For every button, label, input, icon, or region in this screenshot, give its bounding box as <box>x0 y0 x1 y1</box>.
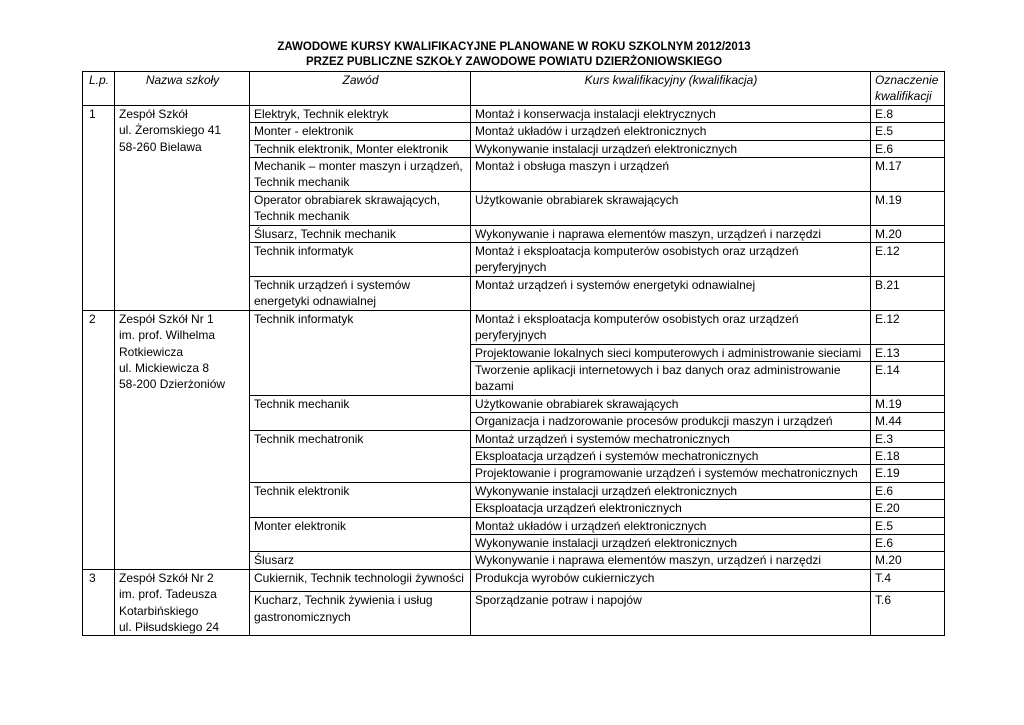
title-line-2: PRZEZ PUBLICZNE SZKOŁY ZAWODOWE POWIATU DZIERŻONIOWSKIEGO <box>305 56 723 68</box>
qualification-code-cell: T.6 <box>871 592 945 636</box>
qualification-code-cell: B.21 <box>871 276 945 310</box>
school-name-line: ul. Mickiewicza 8 <box>119 360 210 375</box>
school-name-line: ul. Żeromskiego 41 <box>119 123 222 138</box>
school-name <box>115 569 250 636</box>
course-cell: Projektowanie i programowanie urządzeń i systemów mechatronicznych <box>471 465 871 482</box>
qualification-code-cell: E.12 <box>871 243 945 277</box>
header-course: Kurs kwalifikacyjny (kwalifikacja) <box>471 72 871 106</box>
profession-cell: Ślusarz <box>250 552 471 569</box>
qualification-code-cell: M.19 <box>871 191 945 225</box>
course-cell: Montaż i obsługa maszyn i urządzeń <box>471 158 871 192</box>
qualification-code-cell: M.20 <box>871 225 945 242</box>
table-row <box>83 310 945 344</box>
profession-cell: Technik informatyk <box>250 243 471 277</box>
course-cell: Wykonywanie i naprawa elementów maszyn, urządzeń i narzędzi <box>471 552 871 569</box>
qualification-code-cell: E.20 <box>871 500 945 517</box>
profession-cell: Kucharz, Technik żywienia i usług gastronomicznych <box>250 592 471 636</box>
qualification-code-cell: M.19 <box>871 395 945 412</box>
course-cell: Wykonywanie instalacji urządzeń elektronicznych <box>471 534 871 551</box>
qualification-code-cell: E.6 <box>871 140 945 157</box>
qualification-code-cell: E.6 <box>871 482 945 499</box>
course-cell: Tworzenie aplikacji internetowych i baz danych oraz administrowanie bazami <box>471 361 871 395</box>
course-cell: Eksploatacja urządzeń i systemów mechatronicznych <box>471 447 871 464</box>
course-cell: Montaż urządzeń i systemów energetyki odnawialnej <box>471 276 871 310</box>
profession-cell: Ślusarz, Technik mechanik <box>250 225 471 242</box>
qualification-code-cell: E.14 <box>871 361 945 395</box>
course-cell: Wykonywanie instalacji urządzeń elektronicznych <box>471 482 871 499</box>
school-name-line: Rotkiewicza <box>119 344 184 359</box>
school-name-line: Zespół Szkół Nr 1 <box>119 311 214 326</box>
qualification-code-cell: E.5 <box>871 517 945 534</box>
header-code: Oznaczenie kwalifikacji <box>871 72 945 106</box>
qualification-code-cell: M.20 <box>871 552 945 569</box>
course-cell: Projektowanie lokalnych sieci komputerowych i administrowanie sieciami <box>471 344 871 361</box>
school-name-line: ul. Piłsudskiego 24 <box>119 620 220 634</box>
title-line-1: ZAWODOWE KURSY KWALIFIKACYJNE PLANOWANE W ROKU SZKOLNYM 2012/2013 <box>277 41 751 53</box>
table-row <box>83 105 945 122</box>
header-lp: L.p. <box>83 72 115 106</box>
profession-cell: Cukiernik, Technik technologii żywności <box>250 569 471 592</box>
course-cell: Wykonywanie instalacji urządzeń elektronicznych <box>471 140 871 157</box>
header-profession: Zawód <box>250 72 471 106</box>
table-row <box>83 569 945 592</box>
profession-cell: Technik mechatronik <box>250 430 471 482</box>
qualification-code-cell: E.13 <box>871 344 945 361</box>
profession-cell: Monter - elektronik <box>250 123 471 140</box>
school-name-line: im. prof. Tadeusza <box>119 587 217 602</box>
school-name-line: 58-200 Dzierżoniów <box>119 377 226 392</box>
profession-cell: Monter elektronik <box>250 517 471 552</box>
header-school: Nazwa szkoły <box>115 72 250 106</box>
qualification-code-cell: E.6 <box>871 534 945 551</box>
profession-cell: Operator obrabiarek skrawających, Technik mechanik <box>250 191 471 225</box>
qualification-code-cell: M.44 <box>871 413 945 430</box>
course-cell: Montaż urządzeń i systemów mechatronicznych <box>471 430 871 447</box>
school-number: 3 <box>83 569 115 636</box>
school-name-line: Zespół Szkół Nr 2 <box>119 570 214 585</box>
table-body <box>83 105 945 636</box>
school-name-line: Zespół Szkół <box>119 106 188 121</box>
qualification-code-cell: E.18 <box>871 447 945 464</box>
qualification-code-cell: E.3 <box>871 430 945 447</box>
qualification-code-cell: T.4 <box>871 569 945 592</box>
profession-cell: Technik elektronik <box>250 482 471 517</box>
profession-cell: Technik informatyk <box>250 310 471 395</box>
school-name-line: 58-260 Bielawa <box>119 139 202 154</box>
course-cell: Montaż i konserwacja instalacji elektrycznych <box>471 105 871 122</box>
profession-cell: Technik urządzeń i systemów energetyki odnawialnej <box>250 276 471 310</box>
school-name-line: im. prof. Wilhelma <box>119 328 216 343</box>
school-name <box>115 310 250 569</box>
school-name-line: Kotarbińskiego <box>119 603 199 618</box>
course-cell: Produkcja wyrobów cukierniczych <box>471 569 871 592</box>
profession-cell: Technik elektronik, Monter elektronik <box>250 140 471 157</box>
school-number: 2 <box>83 310 115 569</box>
school-number: 1 <box>83 105 115 310</box>
qualification-code-cell: E.19 <box>871 465 945 482</box>
course-cell: Montaż układów i urządzeń elektronicznych <box>471 517 871 534</box>
course-cell: Organizacja i nadzorowanie procesów produkcji maszyn i urządzeń <box>471 413 871 430</box>
qualification-code-cell: E.8 <box>871 105 945 122</box>
school-name <box>115 105 250 310</box>
course-cell: Eksploatacja urządzeń elektronicznych <box>471 500 871 517</box>
profession-cell: Technik mechanik <box>250 395 471 430</box>
course-cell: Montaż układów i urządzeń elektronicznych <box>471 123 871 140</box>
course-cell: Użytkowanie obrabiarek skrawających <box>471 395 871 412</box>
document-page <box>80 40 948 636</box>
course-cell: Montaż i eksploatacja komputerów osobistych oraz urządzeń peryferyjnych <box>471 310 871 344</box>
qualification-code-cell: E.12 <box>871 310 945 344</box>
document-title <box>80 40 948 70</box>
course-cell: Użytkowanie obrabiarek skrawających <box>471 191 871 225</box>
course-cell: Sporządzanie potraw i napojów <box>471 592 871 636</box>
course-cell: Montaż i eksploatacja komputerów osobistych oraz urządzeń peryferyjnych <box>471 243 871 277</box>
table-header-row <box>83 72 945 106</box>
profession-cell: Mechanik – monter maszyn i urządzeń, Technik mechanik <box>250 158 471 192</box>
qualification-code-cell: M.17 <box>871 158 945 192</box>
courses-table <box>82 71 945 636</box>
qualification-code-cell: E.5 <box>871 123 945 140</box>
profession-cell: Elektryk, Technik elektryk <box>250 105 471 122</box>
course-cell: Wykonywanie i naprawa elementów maszyn, urządzeń i narzędzi <box>471 225 871 242</box>
